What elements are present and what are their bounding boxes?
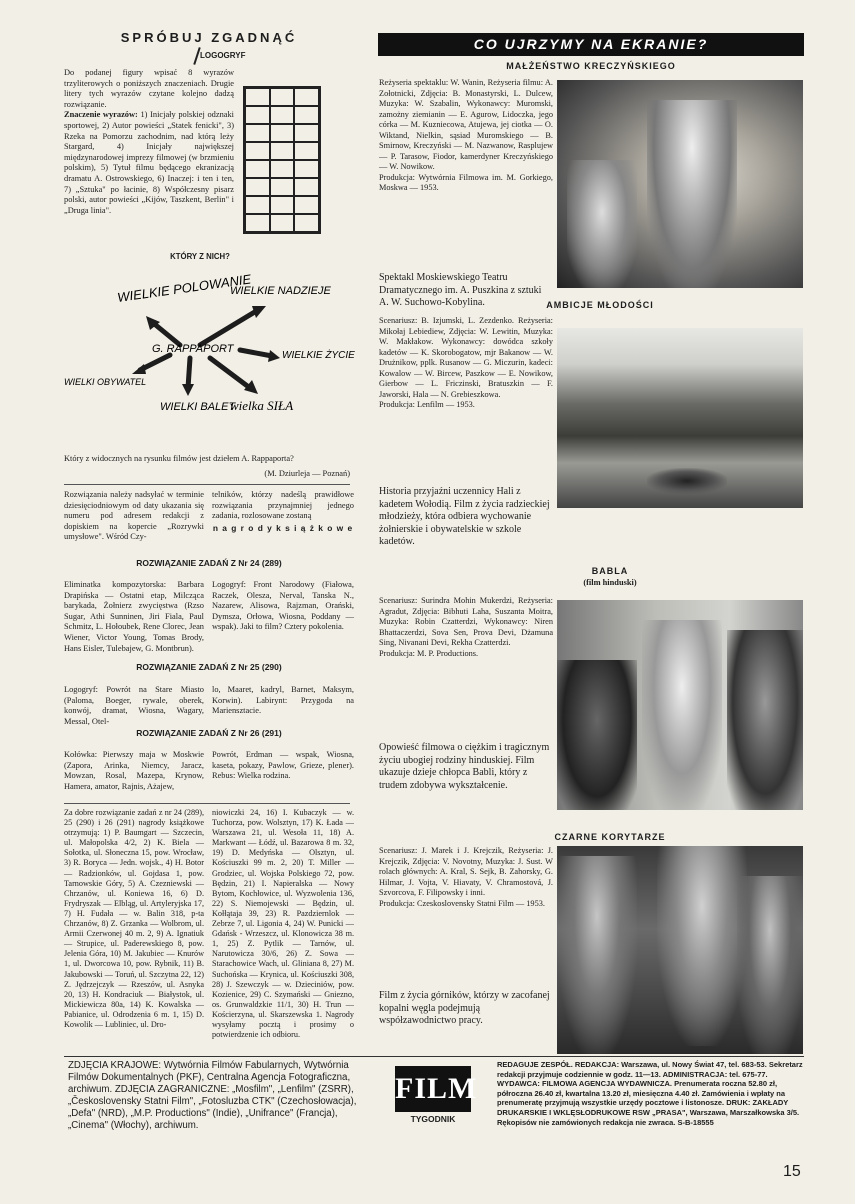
grid-cell (270, 88, 295, 106)
logogryf-grid (243, 86, 321, 234)
which-author: (M. Dziurleja — Poznań) (264, 469, 350, 478)
meaning-text: 1) Inicjały polskiej odznaki sportowej, 2) Autor powieści „Statek fenicki", 3) Rzeka na Pomorzu zachodnim, nad którą leży Stargard, 4) Inicjały największej międzynarodowej imprezy filmowej (w brzmieniu polskim), 5) Tytuł filmu będącego ekranizacją dramatu A. Ostrowskiego, 6) Inaczej: i ten i ten, 7) „Sztuka" po łacinie, 8) Współczesny pisarz polski, autor powieści „Kijów, Taszkent, Berlin" i „Druga linia". (64, 110, 235, 215)
arrow-to-nadzieje (200, 310, 258, 345)
film-logo-subtitle: TYGODNIK (410, 1114, 456, 1124)
grid-cell (270, 178, 295, 196)
grid-cell (245, 160, 270, 178)
winners-col-b: niowiczki 24, 16) I. Kubaczyk — w. Tuchorza, pow. Wolsztyn, 17) K. Łada — Warszawa 21, ul. Wesoła 11, 18) A. Markwant — Łódź, ul. Bazarowa 8 m. 32, 19) D. Medyńska — Olsztyn, ul. Kościuszki 99 m. 2, 20) T. Miller — Grodziec, ul. Wojska Polskiego 72, pow. Będzin, 21) I. Napieralska — Nowy Bytom, Kochłowice, ul. Wyzwolenia 136, 22) S. Niemojewski — Będzin, ul. Kołłątaja 39, 23) R. Pazdziernlok — Zebrze 7, ul. Ligonia 4, 24) W. Punicki — Gdańsk - Wrzeszcz, ul. Klonowicza 38 m. 1, 25) Z. Pytlik — Tarnów, ul. Narutowicza 30/6, 26) Z. Sowa — Starachowice Wach, ul. Gliniana 8, 27) M. Suchońska — Krynica, ul. Kościuszki 308, 28) J. Szewczyk — w. Dzieciniów, pow. Kozienice, 29) C. Szymański — Gniezno, os. Grunwaldzkie 11/1, 30) H. Trun — Kościerzyna, ul. Skarszewska 1. Nagrody wysyłamy pocztą i prosimy o potwierdzenie ich odbioru. (212, 808, 354, 1040)
arrow-to-polowanie (152, 322, 180, 345)
grid-cell (294, 124, 319, 142)
left-column (60, 30, 358, 45)
logogryf-intro (64, 68, 234, 216)
film4-credits-text: Scenariusz: J. Marek i J. Krejczik, Reżyseria: J. Krejczik, Zdjęcia: V. Novotny, Muzyka: J. Sust. W rolach głównych: A. Kral, S. Sejk, B. Zahorsky, G. Hilmar, J. Vojta, V. Hiavaty, V. Chramostová, J. Szvorcova, F. Filipowsky i inni. (379, 846, 553, 897)
grid-cell (270, 106, 295, 124)
winners-col-a: Za dobre rozwiązanie zadań z nr 24 (289), 25 (290) i 26 (291) nagrody książkowe otrzymują: 1) P. Baumgart — Szczecin, ul. Małopolska 4/2, 2) K. Biela — Sołotka, ul. Słoneczna 15, pow. Wrocław, 3) R. Boryca — Jedn. wojsk., 4) H. Botor — Radzionków, ul. Gojdasa 1, pow. Tarnowskie Góry, 5) A. Czezniewski — Chrzanów, ul. Koniewa 16, 6) D. Frydryszak — Elbląg, ul. Artyleryjska 17, 7) H. Fudała — w. Balin 318, p-ta Chrzanów, 8) Z. Grzanka — Wolbrom, ul. Armii Czerwonej 40 m. 2, 9) A. Ignatiuk — Strupice, ul. Paderewskiego 8, pow. Jelenia Góra, 10) M. Jakubiec — Knurów 1, ul. Dworcowa 10, pow. Rybnik, 11) B. Jakubowski — Toruń, ul. Szczytna 22, 12) Z. Jędrzejczyk — Rzeszów, ul. Asnyka 20, 13) H. Kondraciuk — Białystok, ul. Mickiewicza 80a, 14) K. Kowalska — Pabianice, ul. Odrodzenia 6 m. 1, 15) D. Kowolik — Lubliniec, ul. Dro- (64, 808, 204, 1029)
which-question: Który z widocznych na rysunku filmów jest dziełem A. Rappaporta? (64, 454, 294, 463)
footer-editorial: REDAGUJE ZESPÓŁ. REDAKCJA: Warszawa, ul. Nowy Świat 47, tel. 683-53. Sekretarz redakcji przyjmuje codziennie w godz. 11—13. ADMINISTRACJA: tel. 675-77. WYDAWCA: FILMOWA AGENCJA WYDAWNICZA. Prenumerata roczna 52.80 zł, półroczna 26.40 zł, kwartalna 13.20 zł, miesięczna 4.40 zł. Zamówienia i wpłaty na prenumeratę przyjmują wszystkie urzędy pocztowe i listonosze. DRUK: ZAKŁADY DRUKARSKIE I WKLĘSŁODRUKOWE RSW „PRASA", Warszawa, Marszałkowska 3/5. Rękopisów nie zamówionych redakcja nie zwraca. S-B-18555 (497, 1060, 803, 1127)
sol26-col-b: Powrót, Erdman — wspak, Wiosna, kaseta, pokazy, Pawlow, Grieze, plener). Rebus: Wielka rodzina. (212, 750, 354, 781)
film1-photo (557, 80, 803, 288)
grid-cell (294, 160, 319, 178)
film3-credits (379, 596, 553, 659)
film4-title: CZARNE KORYTARZE (554, 832, 666, 842)
grid-cell (270, 124, 295, 142)
film2-production: Produkcja: Lenfilm — 1953. (379, 400, 475, 409)
grid-cell (245, 106, 270, 124)
sol25-title: ROZWIĄZANIE ZADAŃ Z Nr 25 (290) (136, 662, 282, 672)
grid-cell (245, 124, 270, 142)
grid-cell (294, 214, 319, 232)
grid-cell (270, 214, 295, 232)
film4-photo (557, 846, 803, 1054)
film4-credits (379, 846, 553, 909)
grid-cell (245, 214, 270, 232)
grid-cell (245, 196, 270, 214)
film1-desc: Spektakl Moskiewskiego Teatru Dramatycznego im. A. Puszkina z sztuki A. W. Suchowo-Kobylina. (379, 272, 542, 308)
rules-text: telników, którzy nadeślą prawidłowe rozwiązania przynajmniej jednego zadania, rozlosowane zostaną (212, 490, 354, 521)
screen-banner: CO UJRZYMY NA EKRANIE? (378, 33, 804, 56)
grid-cell (245, 142, 270, 160)
divider-1 (64, 484, 350, 485)
grid-cell (294, 88, 319, 106)
footer-photo-credits: ZDJĘCIA KRAJOWE: Wytwórnia Filmów Fabularnych, Wytwórnia Filmów Dokumentalnych (PKF), Centralna Agencja Fotograficzna, archiwum. ZDJĘCIA ZAGRANICZNE: „Mosfilm", „Lenfilm" (ZSRR), „Československy Statni Film", „Fotosluzba CTK" (Czechosłowacja), „Defa" (NRD), „M.P. Productions" (Indie), „Unifrance" (Francja), „Cinema" (Włochy), archiwum. (68, 1060, 357, 1131)
film2-title: AMBICJE MŁODOŚCI (546, 300, 654, 310)
sol26-title: ROZWIĄZANIE ZADAŃ Z Nr 26 (291) (136, 728, 282, 738)
label-wielkie-nadzieje: WIELKIE NADZIEJE (230, 285, 331, 297)
film3-subtitle: (film hinduski) (583, 578, 637, 587)
label-wielka-sila: wielka SIŁA (230, 398, 294, 413)
film2-photo (557, 328, 803, 508)
film3-desc: Opowieść filmowa o ciężkim i tragicznym życiu ubogiej rodziny hinduskiej. Film ukazuje dzieje chłopca Babli, który z trudem zdobywa wykształcenie. (379, 742, 550, 791)
film3-production: Produkcja: M. P. Productions. (379, 648, 479, 658)
intro-text: Do podanej figury wpisać 8 wyrazów trzyliterowych o poniższych znaczeniach. Drugie litery tych wyrazów czytane kolejno dadzą rozwiązanie. (64, 68, 234, 109)
film1-production: Produkcja: Wytwórnia Filmowa im. M. Gorkiego, Moskwa — 1953. (379, 172, 553, 192)
meaning-label: Znaczenie wyrazów: (64, 110, 138, 120)
label-wielki-obywatel: WIELKI OBYWATEL (64, 377, 147, 387)
rules-col-a: Rozwiązania należy nadsyłać w terminie dziesięciodniowym od daty ukazania się numeru pod adresem redakcji z dopiskiem na kopercie „Rozrywki umysłowe". Wśród Czy- (64, 490, 204, 542)
arrow-to-balet (188, 358, 190, 388)
film2-credits-text: Scenariusz: B. Izjumski, L. Zezdenko. Reżyseria: Mikołaj Lebiediew, Zdjęcia: W. Lewitin, Muzyka: W. Makłakow. Wykonawcy: dowódca szkoły kadetów — K. Skorobogatow, mjr Bakanow — W. Drużnikow, pplk. Rusanow — G. Miczurin, kadeci: Kowalow — W. Bircew, Paszkow — E. Nowikow, Gierbow — L. Friczinski, Bratuszkin — F. Jaworski, Hala — N. Grebieszkowa. (379, 316, 553, 399)
film1-credits-text: Reżyseria spektaklu: W. Wanin, Reżyseria filmu: A. Zołotnicki, Zdjęcia: B. Monastyrski, L. Dulcew, Muzyka: W. Szabalin, Wykonawcy: Muromski, zamożny ziemianin — E. Agurow, Lidoczka, jego córka — M. Kuzniecowa, Atujewa, jej ciotka — O. Wiktand, Nielkin, sąsiad Muromskiego — B. Smirnow, Kreczyński — M. Nazwanow, Rasplujew — P. Tarasow, Fiodor, kamerdyner Kreczyńskiego — W. Nowikow. (379, 78, 553, 171)
label-rappaport: G. RAPPAPORT (152, 343, 234, 355)
logogryf-label: LOGOGRYF (200, 51, 246, 60)
sol26-col-a: Kołówka: Pierwszy maja w Moskwie (Zapora, Arinka, Niemcy, Jaracz, Mowzan, Rosal, Mazepa, Krynow, Hamera, amator, Rajnis, Ażajew, (64, 750, 204, 791)
arrow-to-zycie (240, 350, 272, 356)
film3-photo (557, 600, 803, 810)
grid-cell (294, 106, 319, 124)
grid-cell (294, 142, 319, 160)
film2-desc: Historia przyjaźni uczennicy Hali z kadetem Wołodią. Film z życia radzieckiej młodzieży, która odbiera wychowanie żołnierskie i obywatelskie w szkole kadetów. (379, 486, 550, 547)
footer-divider (64, 1056, 804, 1057)
label-wielkie-polowanie: WIELKIE POLOWANIE (116, 271, 252, 305)
rules-prize: n a g r o d y k s i ą ż k o w e (212, 522, 354, 533)
grid-cell (270, 196, 295, 214)
grid-cell (270, 160, 295, 178)
sol24-title: ROZWIĄZANIE ZADAŃ Z Nr 24 (289) (136, 558, 282, 568)
sol24-col-a: Eliminatka kompozytorska: Barbara Drapińska — Ostatni etap, Milcząca barykada, Żołnierz zwycięstwa (Rzso Sugar, Athi Sunninen, Jiri Fiala, Paul Schmitz, L. Hołoubek, Rene Clorec, Jean Wiener, Victor Young, Tomas Brody, Hans Eisler, Tulebajew, G. Montbrun). (64, 580, 204, 653)
page-number: 15 (783, 1163, 801, 1180)
film1-credits (379, 78, 553, 194)
grid-cell (245, 178, 270, 196)
which-title: KTÓRY Z NICH? (170, 252, 230, 261)
film3-credits-text: Scenariusz: Surindra Mohin Mukerdzi, Reżyseria: Agradut, Zdjęcia: Bibhuti Laha, Suszanta Moitra, Muzyka: Robin Czatterdzi, Wykonawcy: Niren Bhattaczerdzi, Sova Sen, Prova Devi, Dżamuna Sing, Nivanani Devi, Rekha Czatterdzi. (379, 596, 553, 647)
film3-title: BABLA (591, 566, 629, 576)
film1-title: MAŁŻEŃSTWO KRECZYŃSKIEGO (506, 61, 676, 71)
film2-credits (379, 316, 553, 411)
film4-production: Produkcja: Czeskoslovensky Statni Film — 1953. (379, 898, 545, 908)
sol25-col-b: lo, Maaret, kadryl, Barnet, Maksym, Korwin). Labirynt: Przygoda na Mariensztacie. (212, 685, 354, 716)
puzzle-heading: SPRÓBUJ ZGADNĄĆ (120, 30, 298, 45)
sol25-col-a: Logogryf: Powrót na Stare Miasto (Paloma, Boeger, rywale, oberek, konwój, dramat, Wiosna, Wagary, Messal, Otel- (64, 685, 204, 726)
label-wielki-balet: WIELKI BALET (160, 401, 236, 413)
grid-cell (294, 196, 319, 214)
grid-cell (270, 142, 295, 160)
which-diagram (60, 270, 360, 440)
sol24-col-b: Logogryf: Front Narodowy (Fiałowa, Raczek, Olesza, Nerval, Tanska N., Nazarew, Alisowa, Rajzman, Orański, Dymsza, Orłowa, Wiosna, Poddany — wspak). Jaki to film? Cztery pokolenia. (212, 580, 354, 632)
grid-cell (294, 178, 319, 196)
film4-desc: Film z życia górników, którzy w zacofanej kopalni węgla podejmują współzawodnictwo pracy. (379, 990, 550, 1026)
label-wielkie-zycie: WIELKIE ŻYCIE (282, 350, 355, 361)
divider-2 (64, 803, 350, 804)
grid-cell (245, 88, 270, 106)
rules-col-b (212, 490, 354, 533)
arrow-to-sila (210, 358, 250, 388)
film-logo: FILM (395, 1066, 471, 1112)
